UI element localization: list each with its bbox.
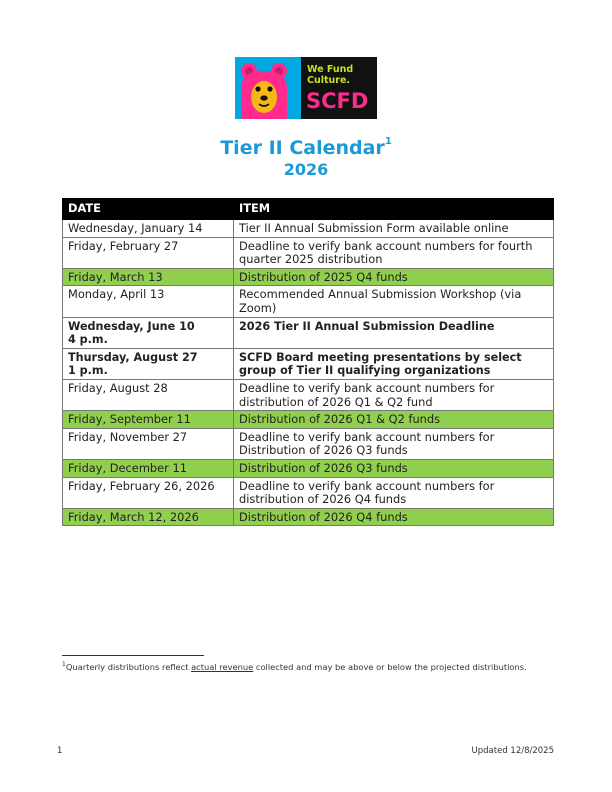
page-title <box>0 136 612 160</box>
date-cell <box>63 237 234 268</box>
page-title-text: Tier II Calendar <box>220 137 385 159</box>
date-text: Friday, March 12, 2026 <box>68 509 199 524</box>
table-row <box>63 477 554 508</box>
date-cell <box>63 508 234 526</box>
updated-date: Updated 12/8/2025 <box>471 746 554 756</box>
footnote-text-after: collected and may be above or below the projected distributions. <box>253 661 527 672</box>
table-row <box>63 268 554 286</box>
item-cell: Deadline to verify bank account numbers for fourth quarter 2025 distribution <box>234 237 554 268</box>
item-column-header: ITEM <box>234 199 554 220</box>
table-header-row <box>63 199 554 220</box>
date-cell <box>63 411 234 429</box>
table-row <box>63 348 554 379</box>
date-cell <box>63 428 234 459</box>
date-cell <box>63 268 234 286</box>
page-year: 2026 <box>283 160 329 179</box>
date-column-header: DATE <box>63 199 234 220</box>
date-cell <box>63 379 234 410</box>
table-row <box>63 508 554 526</box>
item-cell: SCFD Board meeting presentations by select group of Tier II qualifying organizations <box>234 348 554 379</box>
date-cell <box>63 348 234 379</box>
date-cell <box>63 459 234 477</box>
footnote-underlined-text: actual revenue <box>191 661 254 672</box>
date-text: Friday, February 26, 2026 <box>68 478 215 493</box>
date-text: Monday, April 13 <box>68 287 165 302</box>
table-row <box>63 459 554 477</box>
date-cell <box>63 286 234 317</box>
footnote <box>62 659 532 673</box>
date-text: Friday, December 11 <box>68 460 187 475</box>
date-text: Wednesday, June 10 <box>68 319 195 333</box>
table-row <box>63 379 554 410</box>
time-text: 1 p.m. <box>68 364 108 378</box>
logo-tagline <box>307 65 353 86</box>
scfd-logo <box>235 57 377 119</box>
item-cell: Distribution of 2025 Q4 funds <box>234 268 554 286</box>
footnote-text-before: Quarterly distributions reflect <box>65 661 192 672</box>
date-text: Thursday, August 27 <box>68 350 198 364</box>
table-row <box>63 237 554 268</box>
calendar-table <box>62 198 554 526</box>
table-row <box>63 411 554 429</box>
date-text: Friday, November 27 <box>68 429 188 444</box>
date-cell <box>63 317 234 348</box>
table-row <box>63 428 554 459</box>
item-cell: Tier II Annual Submission Form available online <box>234 220 554 238</box>
table-row <box>63 317 554 348</box>
time-text: 4 p.m. <box>68 333 108 347</box>
table-row <box>63 286 554 317</box>
table-row <box>63 220 554 238</box>
date-cell <box>63 220 234 238</box>
footnote-divider <box>62 655 204 656</box>
logo-tagline-line1: We Fund <box>307 64 354 75</box>
item-cell: Distribution of 2026 Q3 funds <box>234 459 554 477</box>
item-cell: Deadline to verify bank account numbers for distribution of 2026 Q1 & Q2 fund <box>234 379 554 410</box>
item-cell: Recommended Annual Submission Workshop (via Zoom) <box>234 286 554 317</box>
date-text: Friday, September 11 <box>68 412 191 427</box>
bear-mascot-icon <box>235 57 301 119</box>
date-cell <box>63 477 234 508</box>
footnote-mark: 1 <box>62 661 66 668</box>
item-cell: Deadline to verify bank account numbers for Distribution of 2026 Q3 funds <box>234 428 554 459</box>
item-cell: Distribution of 2026 Q4 funds <box>234 508 554 526</box>
page-number: 1 <box>57 746 63 756</box>
date-text: Friday, March 13 <box>68 269 163 284</box>
title-footnote-mark: 1 <box>384 136 392 147</box>
date-text: Wednesday, January 14 <box>68 221 203 235</box>
date-text: Friday, February 27 <box>68 238 179 253</box>
item-cell: Deadline to verify bank account numbers for distribution of 2026 Q4 funds <box>234 477 554 508</box>
date-text: Friday, August 28 <box>68 380 168 395</box>
item-cell: Distribution of 2026 Q1 & Q2 funds <box>234 411 554 429</box>
logo-brand: SCFD <box>306 89 369 113</box>
logo-tagline-line2: Culture. <box>307 74 351 86</box>
calendar-body <box>63 220 554 526</box>
item-cell: 2026 Tier II Annual Submission Deadline <box>234 317 554 348</box>
